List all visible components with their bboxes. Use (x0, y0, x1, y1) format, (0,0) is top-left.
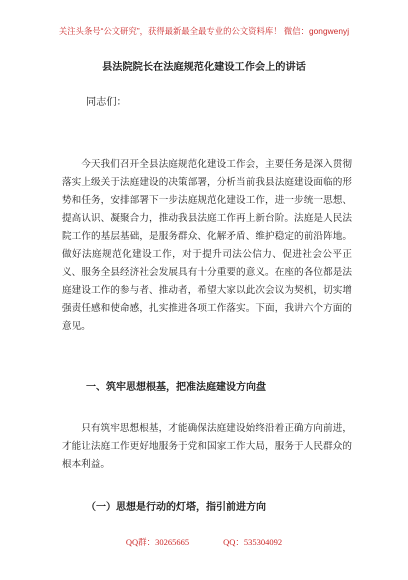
header-banner (10, 26, 398, 36)
salutation: 同志们： (86, 97, 127, 108)
document-title: 县法院院长在法庭规范化建设工作会上的讲话 (102, 61, 306, 73)
body-paragraph-1: 今天我们召开全县法庭规范化建设工作会，主要任务是深入贯彻落实上级关于法庭建设的决策部署，分析当前我县法庭建设面临的形势和任务，安排部署下一步法庭规范化建设工作，进一步统一思想、提高认识、凝聚合力，推动我县法庭工作再上新台阶。法庭是人民法院工作的基层基础，是服务群众、化解矛盾、维护稳定的前沿阵地。做好法庭规范化建设工作，对于提升司法公信力、促进社会公平正义、服务全县经济社会发展具有十分重要的意义。在座的各位都是法庭建设工作的参与者、推动者，希望大家以此次会议为契机，切实增强责任感和使命感，扎实推进各项工作落实。下面，我讲六个方面的意见。 (62, 159, 352, 332)
body-paragraph-2: 只有筑牢思想根基，才能确保法庭建设始终沿着正确方向前进，才能让法庭工作更好地服务于党和国家工作大局，服务于人民群众的根本利益。 (62, 423, 352, 470)
footer-qq-number: QQ：535304092 (223, 537, 283, 547)
header-wechat-contact: 微信：gongwenyj (283, 26, 350, 36)
footer-qq-group: QQ群：30265665 (125, 537, 190, 547)
footer-contacts (0, 537, 408, 547)
header-banner-text: 关注头条号“公文研究”，获得最新最全最专业的公文资料库！ (58, 26, 282, 36)
subsection-heading-1: （一）思想是行动的灯塔，指引前进方向 (86, 502, 266, 513)
section-heading-1: 一、筑牢思想根基，把准法庭建设方向盘 (86, 382, 266, 393)
